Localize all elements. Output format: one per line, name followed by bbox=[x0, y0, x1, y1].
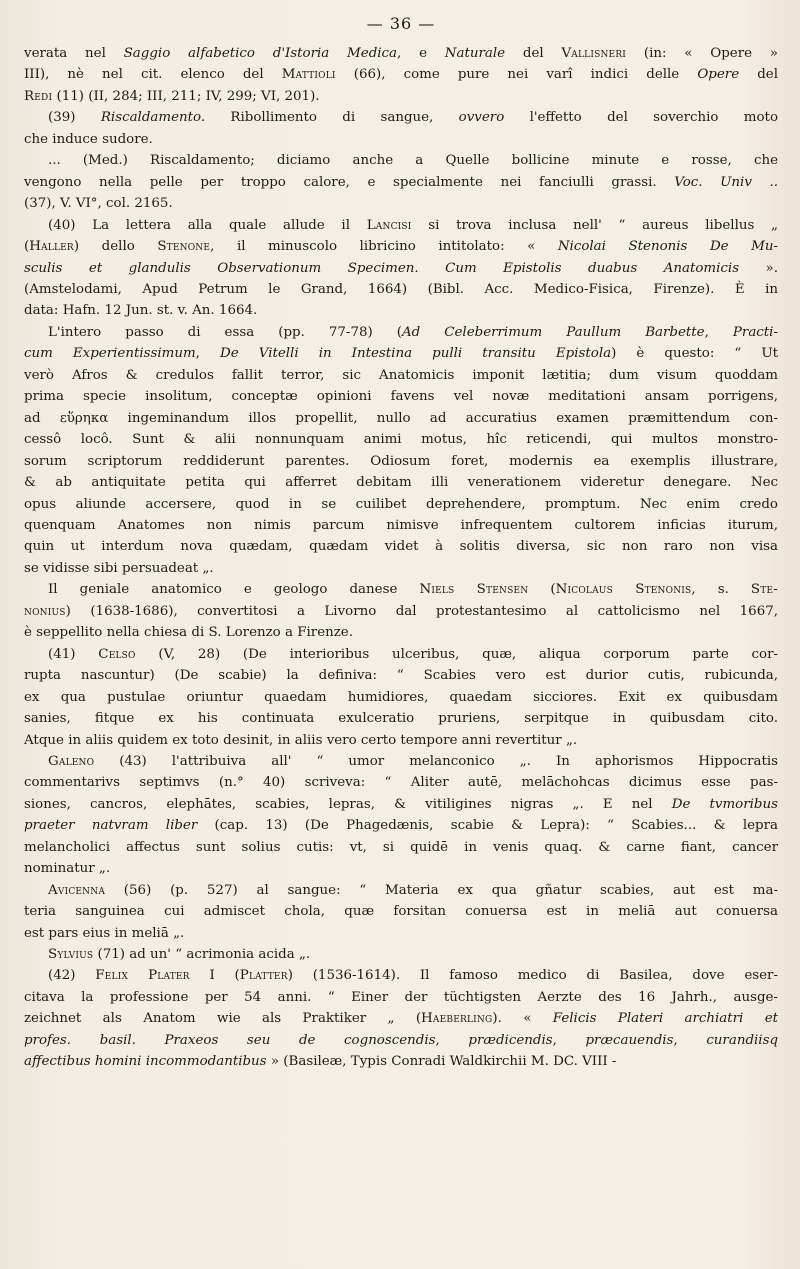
text-segment: Vallisneri bbox=[561, 46, 627, 61]
text-segment: (71) ad un' “ acrimonia acida „. bbox=[93, 947, 311, 963]
text-segment: ) è questo: “ Ut bbox=[611, 346, 779, 362]
text-segment: Nicolai Stenonis De Mu- bbox=[557, 239, 778, 255]
text-segment: (Amstelodami, Apud Petrum le Grand, 1664) (Bibl. Acc. Medico-Fisica, Firenze). È in bbox=[24, 281, 778, 297]
text-segment: L'intero passo di essa (pp. 77-78) ( bbox=[48, 324, 402, 340]
text-segment: è seppellito nella chiesa di S. Lorenzo a Firenze. bbox=[24, 625, 353, 641]
text-segment: data: Hafn. 12 Jun. st. v. An. 1664. bbox=[24, 303, 258, 319]
text-segment: ». bbox=[739, 260, 778, 276]
text-line bbox=[24, 172, 778, 193]
text-line bbox=[24, 408, 778, 429]
text-line bbox=[24, 751, 778, 772]
text-segment: ). « bbox=[492, 1011, 553, 1027]
text-segment: zeichnet als Anatom wie als Praktiker „ ( bbox=[24, 1011, 422, 1027]
text-segment: Avicenna bbox=[48, 882, 106, 898]
text-segment: cum Experientissimum bbox=[24, 346, 196, 362]
text-segment: , bbox=[435, 1032, 469, 1048]
text-segment: , s. bbox=[691, 582, 751, 598]
text-segment: (43) l'attribuiva all' “ umor melanconico „. In aphorismos Hippocratis bbox=[94, 753, 778, 769]
text-segment: quin ut interdum nova quædam, quædam videt à solitis diversa, sic non raro non visa bbox=[24, 539, 778, 555]
text-segment: (11) (II, 284; III, 211; IV, 299; VI, 201). bbox=[52, 88, 320, 104]
text-line bbox=[24, 64, 778, 85]
text-segment: siones, cancros, elephātes, scabies, lepras, & vitiligines nigras „. E nel bbox=[24, 796, 672, 812]
text-segment: est pars eius in meliā „. bbox=[24, 925, 185, 941]
text-line bbox=[24, 965, 778, 986]
text-line bbox=[24, 987, 778, 1008]
text-segment: Redi bbox=[24, 88, 53, 104]
text-segment: che induce sudore. bbox=[24, 131, 153, 147]
text-segment: Mattioli bbox=[281, 67, 336, 83]
text-segment: III), nè nel cit. elenco del bbox=[24, 67, 282, 83]
text-segment: opus aliunde accersere, quod in se cuilibet deprehendere, promptum. Nec enim credo bbox=[24, 496, 778, 512]
text-segment: vengono nella pelle per troppo calore, e specialmente nei fanciulli grassi. bbox=[24, 174, 675, 190]
text-line bbox=[24, 794, 778, 815]
text-segment: Il geniale anatomico e geologo danese bbox=[48, 582, 420, 598]
text-segment: del bbox=[739, 67, 778, 83]
text-segment: (cap. 13) (De Phagedænis, scabie & Lepra): “ Scabies... & lepra bbox=[197, 818, 778, 834]
text-segment: ) (1536-1614). Il famoso medico di Basilea, dove eser- bbox=[287, 968, 778, 984]
text-segment: , il minuscolo libricino intitolato: « bbox=[210, 239, 558, 255]
text-segment: Galeno bbox=[48, 753, 95, 769]
text-line bbox=[24, 258, 778, 279]
text-line bbox=[24, 558, 778, 579]
text-segment: Sylvius bbox=[48, 947, 94, 963]
text-line bbox=[24, 472, 778, 493]
text-line bbox=[24, 622, 778, 643]
text-segment: De tvmoribus bbox=[671, 796, 778, 812]
text-segment: ) dello bbox=[73, 239, 158, 255]
text-line bbox=[24, 837, 778, 858]
page-number: — 36 — bbox=[366, 14, 436, 33]
text-segment: (39) bbox=[48, 110, 101, 126]
text-line bbox=[24, 536, 778, 557]
text-line bbox=[24, 429, 778, 450]
text-segment: (42) bbox=[48, 968, 96, 984]
text-segment: (56) (p. 527) al sangue: “ Materia ex qua gñatur scabies, aut est ma- bbox=[105, 882, 778, 898]
text-line bbox=[24, 494, 778, 515]
text-line bbox=[24, 236, 778, 257]
text-line bbox=[24, 644, 778, 665]
text-segment: verò Afros & credulos fallit terror, sic Anatomicis imponit lætitia; dum visum quoddam bbox=[24, 367, 778, 383]
text-line bbox=[24, 601, 778, 622]
text-segment: , bbox=[552, 1032, 586, 1048]
text-segment: verata nel bbox=[24, 46, 124, 61]
text-line bbox=[24, 923, 778, 944]
text-segment: (in: « Opere » bbox=[626, 46, 778, 61]
text-segment: Celso bbox=[98, 646, 136, 662]
text-segment: rupta nascuntur) (De scabie) la definiva: “ Scabies vero est durior cutis, rubicunda, bbox=[24, 668, 778, 684]
text-segment: nonius bbox=[24, 603, 66, 619]
text-segment: Naturale bbox=[444, 46, 506, 61]
text-line bbox=[24, 215, 778, 236]
text-line bbox=[24, 43, 778, 64]
text-segment: praeter natvram liber bbox=[24, 818, 198, 834]
text-segment: nominatur „. bbox=[24, 861, 111, 877]
text-line bbox=[24, 687, 778, 708]
text-segment: quenquam Anatomes non nimis parcum nimisve infrequentem cultorem inficias iturum, bbox=[24, 517, 778, 533]
text-segment: Opere bbox=[697, 67, 740, 83]
text-segment: Felix Plater bbox=[95, 968, 190, 984]
text-segment: Ste- bbox=[750, 582, 778, 598]
text-segment: , e bbox=[397, 46, 445, 61]
text-segment: prædicendis bbox=[468, 1032, 553, 1048]
text-segment: cessô locô. Sunt & alii nonnunquam animi motus, hîc reticendi, qui multos monstro- bbox=[24, 432, 778, 448]
text-segment: præcauendis bbox=[585, 1032, 674, 1048]
text-segment: Nicolaus Stenonis bbox=[555, 582, 692, 598]
text-segment: Felicis Plateri archiatri et bbox=[552, 1011, 779, 1027]
text-line bbox=[24, 150, 778, 171]
text-line bbox=[24, 858, 778, 879]
text-segment: » (Basileæ, Typis Conradi Waldkirchii M. DC. VIII - bbox=[266, 1054, 617, 1070]
text-segment: sculis et glandulis Observationum Specimen. Cum Epistolis duabus Anatomicis bbox=[24, 260, 740, 276]
text-segment: Haller bbox=[29, 239, 74, 255]
text-line bbox=[24, 129, 778, 150]
text-segment: ad εὕρηκα ingeminandum illos propellit, nullo ad accuratius examen præmittendum con- bbox=[24, 410, 778, 426]
text-line bbox=[24, 365, 778, 386]
text-segment: commentarivs septimvs (n.° 40) scriveva: “ Aliter autē, melāchohcas dicimus esse pas- bbox=[24, 775, 778, 791]
text-segment: & ab antiquitate petita qui afferret debitam illi venerationem videretur denegare. Nec bbox=[24, 475, 778, 491]
text-segment: citava la professione per 54 anni. “ Einer der tüchtigsten Aerzte des 16 Jahrh., ausge- bbox=[24, 989, 778, 1005]
text-segment: ovvero bbox=[458, 110, 505, 126]
text-segment: ( bbox=[528, 582, 556, 598]
text-line bbox=[24, 1008, 778, 1029]
text-segment: curandiisq bbox=[706, 1032, 779, 1048]
text-line bbox=[24, 300, 778, 321]
text-segment: affectibus homini incommodantibus bbox=[24, 1054, 267, 1070]
text-segment: De Vitelli in Intestina pulli transitu Epistola bbox=[220, 346, 612, 362]
text-line bbox=[24, 880, 778, 901]
text-line bbox=[24, 1051, 778, 1072]
text-segment: profes. basil. Praxeos seu de cognoscendis bbox=[24, 1032, 436, 1048]
text-segment: , bbox=[704, 324, 733, 340]
text-line bbox=[24, 193, 778, 214]
text-segment: (41) bbox=[48, 646, 99, 662]
text-segment: Riscaldamento. bbox=[100, 110, 206, 126]
text-segment: Voc. Univ .. bbox=[674, 174, 778, 190]
text-line bbox=[24, 772, 778, 793]
text-segment: (37), V. VI°, col. 2165. bbox=[24, 196, 173, 212]
text-segment: (66), come pure nei varî indici delle bbox=[335, 67, 698, 83]
text-segment: Atque in aliis quidem ex toto desinit, in aliis vero certo tempore anni revertitur „. bbox=[24, 732, 578, 748]
text-line bbox=[24, 579, 778, 600]
text-segment: sanies, fitque ex his continuata exulceratio pruriens, serpitque in quibusdam cito. bbox=[24, 711, 778, 727]
text-line bbox=[24, 86, 778, 107]
text-segment: l'effetto del soverchio moto bbox=[504, 110, 779, 126]
text-segment: Platter bbox=[239, 968, 288, 984]
text-segment: ) (1638-1686), convertitosi a Livorno dal protestantesimo al cattolicismo nel 1667, bbox=[65, 603, 778, 619]
text-segment: Saggio alfabetico d'Istoria Medica bbox=[123, 46, 398, 61]
text-segment: , bbox=[195, 346, 221, 362]
text-segment: melancholici affectus sunt solius cutis: vt, si quidē in venis quaq. & carne fiant, cancer bbox=[24, 839, 778, 855]
text-line bbox=[24, 901, 778, 922]
text-segment: Stenone bbox=[157, 239, 211, 255]
text-segment: ( bbox=[24, 239, 30, 255]
text-segment: sorum scriptorum reddiderunt parentes. Odiosum foret, modernis ea exemplis illustrare, bbox=[24, 453, 778, 469]
text-line bbox=[24, 322, 778, 343]
text-line bbox=[24, 107, 778, 128]
text-line bbox=[24, 730, 778, 751]
text-segment: Practi- bbox=[732, 324, 778, 340]
text-line bbox=[24, 944, 778, 965]
text-line bbox=[24, 815, 778, 836]
text-line bbox=[24, 451, 778, 472]
text-segment: , bbox=[673, 1032, 707, 1048]
text-segment: ... (Med.) Riscaldamento; diciamo anche a Quelle bollicine minute e rosse, che bbox=[48, 153, 778, 169]
text-segment: si trova inclusa nell' “ aureus libellus „ bbox=[411, 217, 778, 233]
text-line bbox=[24, 343, 778, 364]
text-segment: Niels Stensen bbox=[419, 582, 529, 598]
text-segment: Ribollimento di sangue, bbox=[205, 110, 459, 126]
text-line bbox=[24, 665, 778, 686]
text-line bbox=[24, 386, 778, 407]
text-segment: teria sanguinea cui admiscet chola, quæ forsitan conuersa est in meliā aut conuersa bbox=[24, 904, 778, 920]
text-line bbox=[24, 708, 778, 729]
text-segment: ex qua pustulae oriuntur quaedam humidiores, quaedam sicciores. Exit ex quibusdam bbox=[24, 689, 778, 705]
text-segment: Lancisi bbox=[366, 217, 412, 233]
text-segment: (40) La lettera alla quale allude il bbox=[48, 217, 367, 233]
text-segment: prima specie insolitum, conceptæ opinioni favens vel novæ meditationi ansam porrigens, bbox=[24, 389, 778, 405]
text-segment: del bbox=[505, 46, 562, 61]
text-line bbox=[24, 515, 778, 536]
body-text bbox=[24, 43, 778, 1073]
text-line bbox=[24, 1030, 778, 1051]
text-segment: Ad Celeberrimum Paullum Barbette bbox=[401, 324, 705, 340]
text-segment: Haeberling bbox=[421, 1011, 493, 1027]
text-segment: (V, 28) (De interioribus ulceribus, quæ, aliqua corporum parte cor- bbox=[135, 646, 778, 662]
text-segment: se vidisse sibi persuadeat „. bbox=[24, 560, 214, 576]
text-line bbox=[24, 279, 778, 300]
text-segment: I ( bbox=[189, 968, 240, 984]
